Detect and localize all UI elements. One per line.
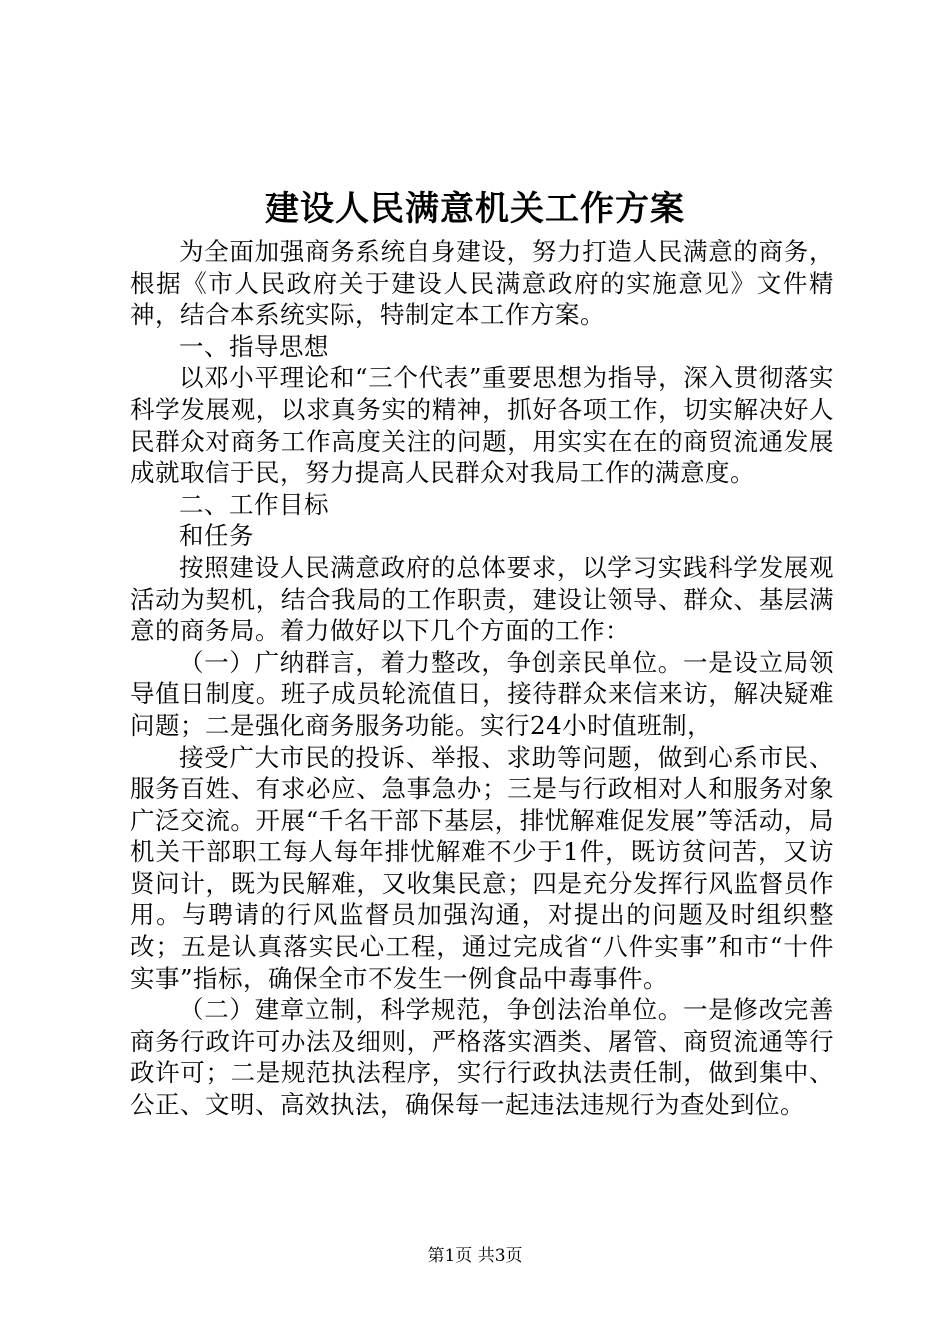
paragraph-intro: 为全面加强商务系统自身建设，努力打造人民满意的商务，根据《市人民政府关于建设人民满意政府的实施意见》文件精神，结合本系统实际，特制定本工作方案。 (130, 237, 834, 330)
paragraph-guiding-ideology: 以邓小平理论和“三个代表”重要思想为指导，深入贯彻落实科学发展观，以求真务实的精神，抓好各项工作，切实解决好人民群众对商务工作高度关注的问题，用实实在在的商贸流通发展成就取信于民，努力提高人民群众对我局工作的满意度。 (130, 363, 834, 488)
page-number-footer: 第1页 共3页 (427, 1246, 523, 1266)
paragraph-item-two: （二）建章立制，科学规范，争创法治单位。一是修改完善商务行政许可办法及细则，严格落实酒类、屠管、商贸流通等行政许可；二是规范执法程序，实行行政执法责任制，做到集中、公正、文明、高效执法，确保每一起违法违规行为查处到位。 (130, 995, 834, 1120)
paragraph-work-goals: 按照建设人民满意政府的总体要求，以学习实践科学发展观活动为契机，结合我局的工作职责，建设让领导、群众、基层满意的商务局。着力做好以下几个方面的工作： (130, 552, 834, 646)
paragraph-item-one: （一）广纳群言，着力整改，争创亲民单位。一是设立局领导值日制度。班子成员轮流值日，接待群众来信来访，解决疑难问题；二是强化商务服务功能。实行24小时值班制， (130, 647, 834, 740)
paragraph-item-one-cont: 接受广大市民的投诉、举报、求助等问题，做到心系市民、服务百姓、有求必应、急事急办；三是与行政相对人和服务对象广泛交流。开展“千名干部下基层，排忧解难促发展”等活动，局机关干部职工每人每年排忧解难不少于1件，既访贫问苦，又访贤问计，既为民解难，又收集民意；四是充分发挥行风监督员作用。与聘请的行风监督员加强沟通，对提出的问题及时组织整改；五是认真落实民心工程，通过完成省“八件实事”和市“十件实事”指标，确保全市不发生一例食品中毒事件。 (130, 742, 834, 993)
document-body (130, 236, 834, 1121)
section-heading-work-goals-cont: 和任务 (179, 521, 254, 551)
document-title: 建设人民满意机关工作方案 (265, 189, 685, 229)
section-heading-work-goals: 二、工作目标 (179, 489, 329, 519)
section-heading-guiding-ideology: 一、指导思想 (179, 331, 329, 361)
